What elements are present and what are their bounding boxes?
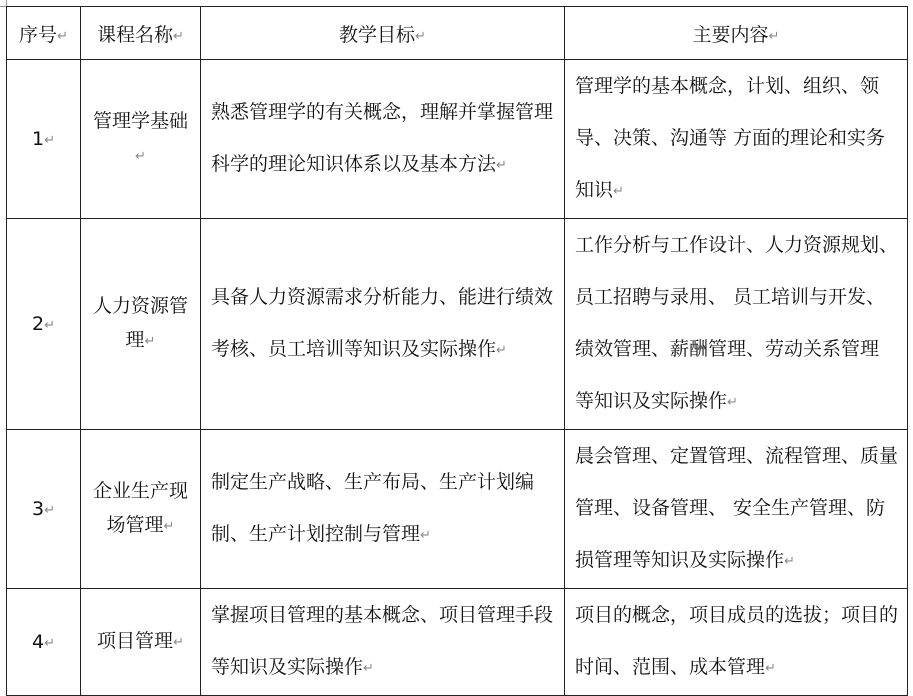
cell-content: 晨会管理、定置管理、流程管理、质量管理、设备管理、 安全生产管理、防损管理等知识及实际操作↵ bbox=[565, 430, 908, 589]
table-row bbox=[7, 589, 908, 696]
table-row bbox=[7, 219, 908, 430]
cell-goal: 掌握项目管理的基本概念、项目管理手段等知识及实际操作↵ bbox=[201, 589, 565, 696]
header-index: 序号↵ bbox=[7, 7, 81, 60]
cell-course: 企业生产现场管理↵ bbox=[81, 430, 201, 589]
header-goal: 教学目标↵ bbox=[201, 7, 565, 60]
cell-index: 3↵ bbox=[7, 430, 81, 589]
table-row bbox=[7, 60, 908, 219]
cell-index: 4↵ bbox=[7, 589, 81, 696]
cell-course: 项目管理↵ bbox=[81, 589, 201, 696]
cell-index: 2↵ bbox=[7, 219, 81, 430]
cell-goal: 具备人力资源需求分析能力、能进行绩效考核、员工培训等知识及实际操作↵ bbox=[201, 219, 565, 430]
cell-course: 管理学基础↵ bbox=[81, 60, 201, 219]
cell-goal: 制定生产战略、生产布局、生产计划编制、生产计划控制与管理↵ bbox=[201, 430, 565, 589]
cell-content: 工作分析与工作设计、人力资源规划、员工招聘与录用、 员工培训与开发、绩效管理、薪酬管理、劳动关系管理 等知识及实际操作↵ bbox=[565, 219, 908, 430]
cell-content: 管理学的基本概念，计划、组织、领导、决策、沟通等 方面的理论和实务知识↵ bbox=[565, 60, 908, 219]
cell-index: 1↵ bbox=[7, 60, 81, 219]
header-course: 课程名称↵ bbox=[81, 7, 201, 60]
cell-content: 项目的概念，项目成员的选拔；项目的时间、范围、成本管理↵ bbox=[565, 589, 908, 696]
table-row bbox=[7, 430, 908, 589]
cell-course: 人力资源管理↵ bbox=[81, 219, 201, 430]
header-content: 主要内容↵ bbox=[565, 7, 908, 60]
table-header-row bbox=[7, 7, 908, 60]
cell-goal: 熟悉管理学的有关概念，理解并掌握管理科学的理论知识体系以及基本方法↵ bbox=[201, 60, 565, 219]
curriculum-table bbox=[6, 6, 908, 696]
